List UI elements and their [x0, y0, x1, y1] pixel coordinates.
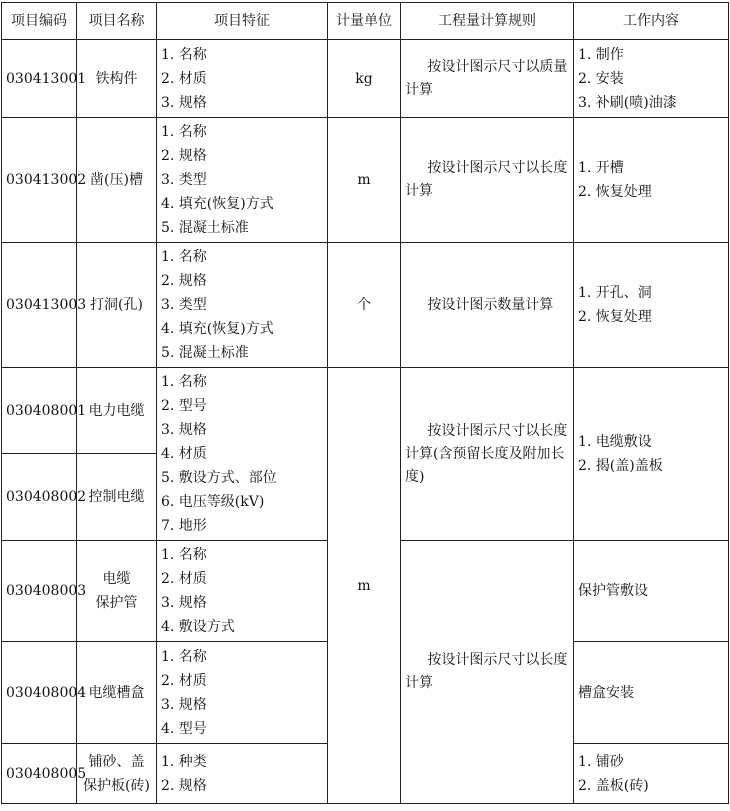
feature-line: 2. 型号 [161, 398, 207, 414]
cable-rule: 按设计图示尺寸以长度计算(含预留长度及附加长度) [401, 368, 574, 541]
item-name: 铁构件 [77, 40, 157, 118]
item-features [157, 744, 328, 804]
feature-line: 1. 名称 [161, 648, 207, 665]
table-row [2, 118, 729, 243]
item-code: 030408001 [2, 368, 77, 454]
item-name: 打洞(孔) [77, 243, 157, 368]
item-name [77, 744, 157, 804]
item-code: 030413001 [2, 40, 77, 118]
feature-line: 7. 地形 [161, 518, 207, 534]
feature-line: 5. 敷设方式、部位 [161, 470, 277, 486]
feature-line: 5. 混凝土标准 [161, 220, 249, 236]
work-line: 槽盒安装 [578, 684, 634, 701]
item-features [157, 40, 328, 118]
quantity-spec-table [1, 2, 729, 804]
item-code: 030408002 [2, 454, 77, 541]
feature-line: 5. 混凝土标准 [161, 345, 249, 361]
work-line: 保护管敷设 [578, 583, 648, 599]
work-line: 2. 恢复处理 [578, 309, 652, 325]
group-unit: m [328, 368, 401, 804]
table-row [2, 368, 729, 454]
item-name: 凿(压)槽 [77, 118, 157, 243]
feature-line: 3. 类型 [161, 297, 207, 313]
feature-line: 4. 材质 [161, 446, 207, 462]
feature-line: 3. 类型 [161, 172, 207, 188]
feature-line: 1. 种类 [161, 753, 207, 770]
work-line: 1. 电缆敷设 [578, 434, 652, 450]
cable-features [157, 368, 328, 541]
feature-line: 6. 电压等级(kV) [161, 494, 265, 510]
item-name [77, 541, 157, 642]
feature-line: 4. 填充(恢复)方式 [161, 321, 274, 337]
name-line: 铺砂、盖 [88, 753, 145, 770]
item-rule: 按设计图示尺寸以长度计算 [401, 118, 574, 243]
item-rule: 按设计图示数量计算 [401, 243, 574, 368]
feature-line: 4. 敷设方式 [161, 619, 235, 635]
item-work [574, 243, 729, 368]
item-name: 电缆槽盒 [77, 642, 157, 744]
item-code: 030413003 [2, 243, 77, 368]
name-line: 保护板(砖) [83, 777, 150, 794]
item-features [157, 118, 328, 243]
feature-line: 1. 名称 [161, 46, 207, 63]
item-work [574, 541, 729, 642]
feature-line: 3. 规格 [161, 696, 207, 713]
feature-line: 1. 名称 [161, 124, 207, 140]
item-name: 控制电缆 [77, 454, 157, 541]
item-unit: 个 [328, 243, 401, 368]
feature-line: 3. 规格 [161, 94, 207, 111]
item-work [574, 642, 729, 744]
name-line: 保护管 [95, 595, 138, 611]
header-row [2, 3, 729, 40]
table-row [2, 40, 729, 118]
feature-line: 1. 名称 [161, 249, 207, 265]
header-rule: 工程量计算规则 [401, 3, 574, 40]
item-unit: m [328, 118, 401, 243]
work-line: 2. 盖板(砖) [578, 777, 649, 794]
work-line: 1. 制作 [578, 46, 624, 63]
work-line: 2. 安装 [578, 70, 624, 87]
item-rule: 按设计图示尺寸以质量计算 [401, 40, 574, 118]
cable-work [574, 368, 729, 541]
header-features: 项目特征 [157, 3, 328, 40]
feature-line: 2. 规格 [161, 148, 207, 164]
work-line: 1. 开槽 [578, 160, 624, 176]
item-work [574, 744, 729, 804]
item-name: 电力电缆 [77, 368, 157, 454]
feature-line: 2. 材质 [161, 70, 207, 87]
feature-line: 4. 型号 [161, 720, 207, 737]
feature-line: 3. 规格 [161, 595, 207, 611]
feature-line: 1. 名称 [161, 547, 207, 563]
header-unit: 计量单位 [328, 3, 401, 40]
item-code: 030408004 [2, 642, 77, 744]
header-work: 工作内容 [574, 3, 729, 40]
header-name: 项目名称 [77, 3, 157, 40]
feature-line: 3. 规格 [161, 422, 207, 438]
feature-line: 2. 规格 [161, 273, 207, 289]
work-line: 3. 补刷(喷)油漆 [578, 94, 677, 111]
name-line: 电缆 [102, 571, 131, 587]
work-line: 1. 铺砂 [578, 753, 624, 770]
item-features [157, 541, 328, 642]
item-unit: kg [328, 40, 401, 118]
feature-line: 4. 填充(恢复)方式 [161, 196, 274, 212]
header-code: 项目编码 [2, 3, 77, 40]
work-line: 1. 开孔、洞 [578, 285, 652, 301]
item-code: 030408005 [2, 744, 77, 804]
feature-line: 1. 名称 [161, 374, 207, 390]
item-code: 030408003 [2, 541, 77, 642]
item-work [574, 40, 729, 118]
item-features [157, 642, 328, 744]
feature-line: 2. 材质 [161, 672, 207, 689]
item-code: 030413002 [2, 118, 77, 243]
work-line: 2. 揭(盖)盖板 [578, 458, 663, 474]
group-rule: 按设计图示尺寸以长度计算 [401, 541, 574, 804]
work-line: 2. 恢复处理 [578, 184, 652, 200]
feature-line: 2. 材质 [161, 571, 207, 587]
feature-line: 2. 规格 [161, 777, 207, 794]
item-features [157, 243, 328, 368]
table-row [2, 243, 729, 368]
item-work [574, 118, 729, 243]
